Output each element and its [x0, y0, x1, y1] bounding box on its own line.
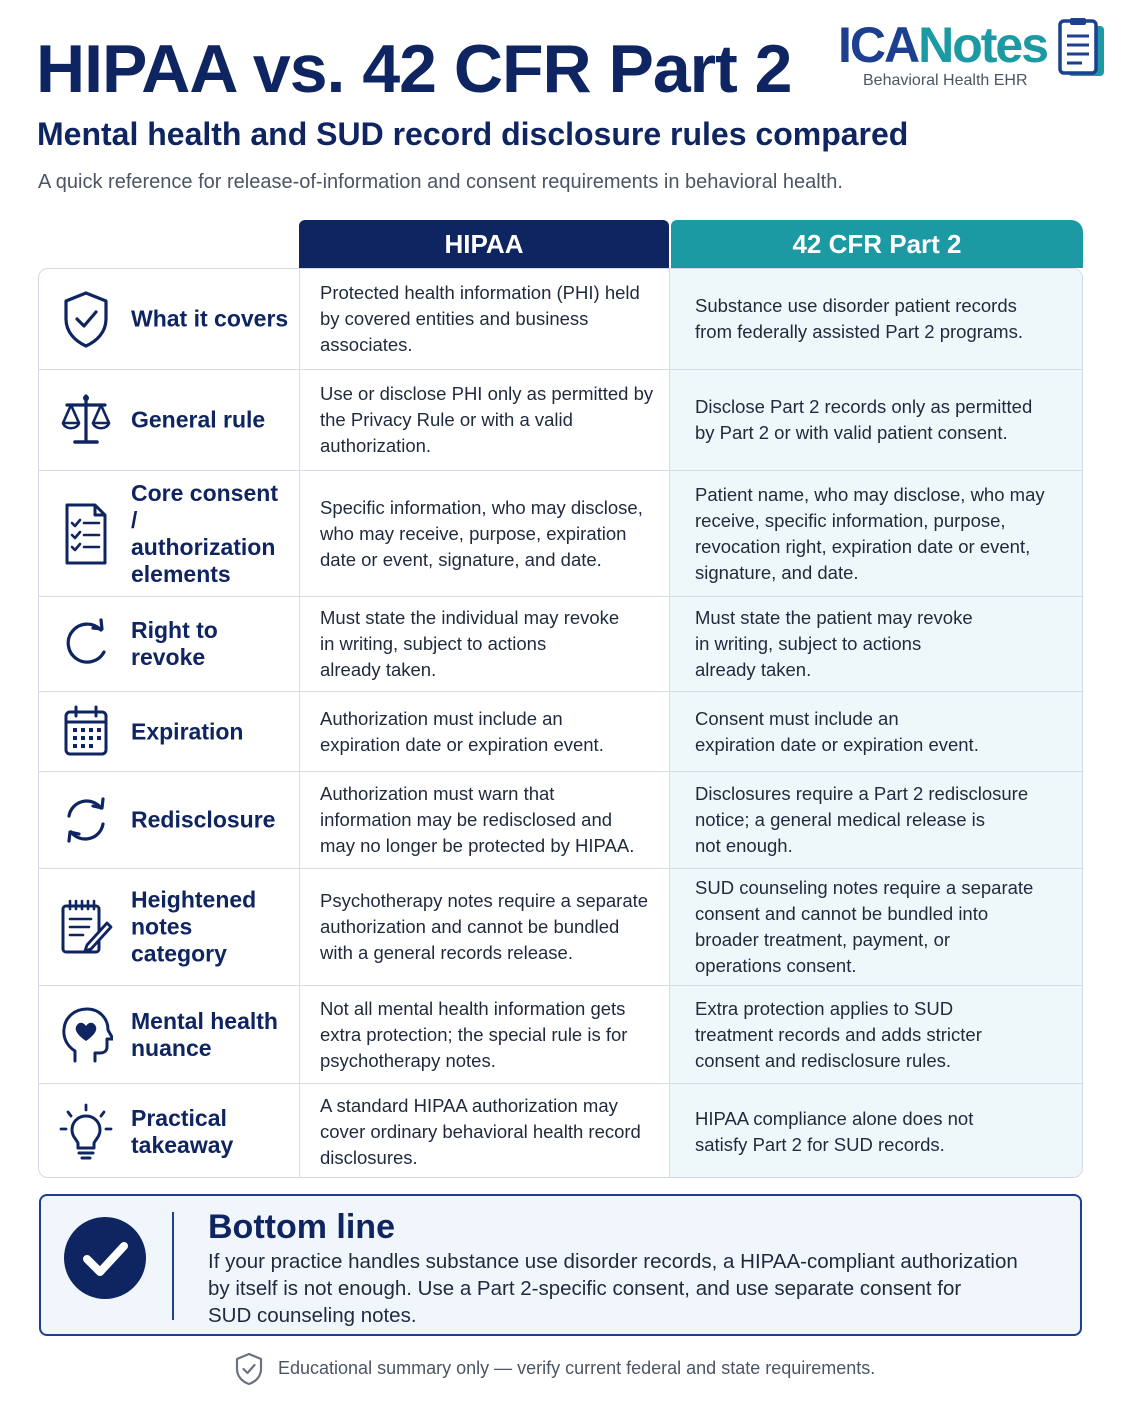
bottom-line-text: If your practice handles substance use disorder records, a HIPAA-compliant authorization by itself is not enough. Use a Part 2-specific consent, and use separate consent for SUD counseling notes.	[208, 1250, 1018, 1327]
hipaa-cell	[300, 772, 670, 868]
page-title: HIPAA vs. 42 CFR Part 2	[36, 31, 792, 107]
row-label: Expiration	[131, 718, 244, 744]
scales-icon	[59, 390, 113, 450]
bottom-line-box	[39, 1194, 1082, 1336]
row-label-cell	[39, 986, 300, 1083]
part2-cell-text: Extra protection applies to SUD treatment records and adds stricter consent and redisclosure rules.	[695, 997, 982, 1071]
part2-cell	[670, 597, 1083, 691]
footer-text: Educational summary only — verify current federal and state requirements.	[278, 1358, 876, 1378]
table-row-core-consent	[39, 471, 1083, 597]
row-label-cell	[39, 869, 300, 985]
hipaa-cell-text: Must state the individual may revoke in writing, subject to actions already taken.	[320, 607, 620, 680]
calendar-icon	[59, 702, 113, 762]
page-subtitle: Mental health and SUD record disclosure rules compared	[37, 116, 909, 152]
part2-cell-text: Disclosures require a Part 2 redisclosure notice; a general medical release is not enough.	[695, 783, 1029, 856]
table-row-expiration	[39, 692, 1083, 772]
part2-cell-text: Disclose Part 2 records only as permitted by Part 2 or with valid patient consent.	[695, 396, 1033, 443]
logo-word-part1: ICA	[838, 17, 919, 73]
part2-cell	[670, 1084, 1083, 1178]
part2-cell	[670, 471, 1083, 596]
table-row-general-rule	[39, 370, 1083, 471]
hipaa-cell	[300, 869, 670, 985]
row-label-cell	[39, 370, 300, 470]
hipaa-cell-text: Psychotherapy notes require a separate authorization and cannot be bundled with a general records release.	[320, 890, 649, 963]
part2-cell-text: SUD counseling notes require a separate consent and cannot be bundled into broader treatment, payment, or operations consent.	[695, 877, 1034, 976]
table-row-heightened-notes	[39, 869, 1083, 986]
comparison-table	[38, 268, 1083, 1178]
part2-cell-text: Substance use disorder patient records from federally assisted Part 2 programs.	[695, 295, 1023, 342]
row-label: General rule	[131, 406, 266, 433]
shield-check-icon	[59, 289, 113, 349]
notepad-icon	[1054, 18, 1108, 82]
brand-logo	[838, 16, 1108, 96]
column-header-hipaa: HIPAA	[299, 220, 669, 268]
row-label: Mental health nuance	[131, 1007, 278, 1061]
check-circle-icon	[63, 1216, 147, 1300]
hipaa-cell	[300, 269, 670, 369]
row-label-cell	[39, 772, 300, 868]
row-label: Redisclosure	[131, 806, 276, 833]
hipaa-cell	[300, 471, 670, 596]
row-label: What it covers	[131, 305, 289, 332]
intro-text: A quick reference for release-of-information and consent requirements in behavioral health.	[38, 171, 843, 193]
row-label: Core consent / authorization elements	[131, 479, 278, 587]
part2-cell-text: Consent must include an expiration date or expiration event.	[695, 707, 979, 755]
hipaa-cell-text: Use or disclose PHI only as permitted by the Privacy Rule or with a valid authorization.	[320, 383, 654, 456]
hipaa-cell	[300, 1084, 670, 1178]
row-label-cell	[39, 597, 300, 691]
part2-cell	[670, 370, 1083, 470]
hipaa-cell	[300, 692, 670, 771]
hipaa-cell	[300, 986, 670, 1083]
logo-word-part2: Notes	[918, 17, 1048, 73]
row-label-cell	[39, 471, 300, 596]
row-label: Right to revoke	[131, 617, 218, 670]
hipaa-cell	[300, 597, 670, 691]
bottom-line-title: Bottom line	[208, 1208, 395, 1246]
refresh-icon	[59, 790, 113, 850]
logo-tagline: Behavioral Health EHR	[863, 72, 1028, 89]
row-label-cell	[39, 692, 300, 771]
notes-pencil-icon	[59, 897, 113, 957]
table-row-redisclosure	[39, 772, 1083, 869]
part2-cell-text: HIPAA compliance alone does not satisfy Part 2 for SUD records.	[695, 1107, 974, 1155]
part2-cell	[670, 692, 1083, 771]
hipaa-cell-text: A standard HIPAA authorization may cover ordinary behavioral health record disclosures.	[320, 1094, 641, 1168]
column-header-part2: 42 CFR Part 2	[671, 220, 1083, 268]
shield-check-icon	[234, 1352, 264, 1386]
row-label: Heightened notes category	[131, 886, 257, 967]
table-row-mental-health-nuance	[39, 986, 1083, 1084]
hipaa-cell-text: Authorization must include an expiration date or expiration event.	[320, 707, 604, 755]
hipaa-cell-text: Protected health information (PHI) held by covered entities and business associates.	[320, 282, 640, 355]
row-label-cell	[39, 269, 300, 369]
part2-cell	[670, 869, 1083, 985]
part2-cell	[670, 269, 1083, 369]
revoke-arrow-icon	[59, 614, 113, 674]
bottom-line-divider	[172, 1212, 174, 1320]
head-heart-icon	[59, 1005, 113, 1065]
hipaa-cell-text: Not all mental health information gets extra protection; the special rule is for psychotherapy notes.	[320, 997, 628, 1071]
table-row-right-to-revoke	[39, 597, 1083, 692]
hipaa-cell	[300, 370, 670, 470]
part2-cell	[670, 986, 1083, 1083]
logo-wordmark	[838, 16, 1047, 74]
table-row-practical-takeaway	[39, 1084, 1083, 1178]
row-label: Practical takeaway	[131, 1104, 234, 1158]
row-label-cell	[39, 1084, 300, 1178]
hipaa-cell-text: Authorization must warn that information may be redisclosed and may no longer be protected by HIPAA.	[320, 783, 635, 856]
hipaa-cell-text: Specific information, who may disclose, who may receive, purpose, expiration date or event, signature, and date.	[320, 496, 643, 570]
table-row-what-it-covers	[39, 269, 1083, 370]
lightbulb-icon	[59, 1102, 113, 1162]
part2-cell	[670, 772, 1083, 868]
checklist-icon	[59, 501, 113, 567]
part2-cell-text: Patient name, who may disclose, who may receive, specific information, purpose, revocation right, expiration date or event, signature, and date.	[695, 483, 1045, 583]
part2-cell-text: Must state the patient may revoke in writing, subject to actions already taken.	[695, 607, 973, 680]
